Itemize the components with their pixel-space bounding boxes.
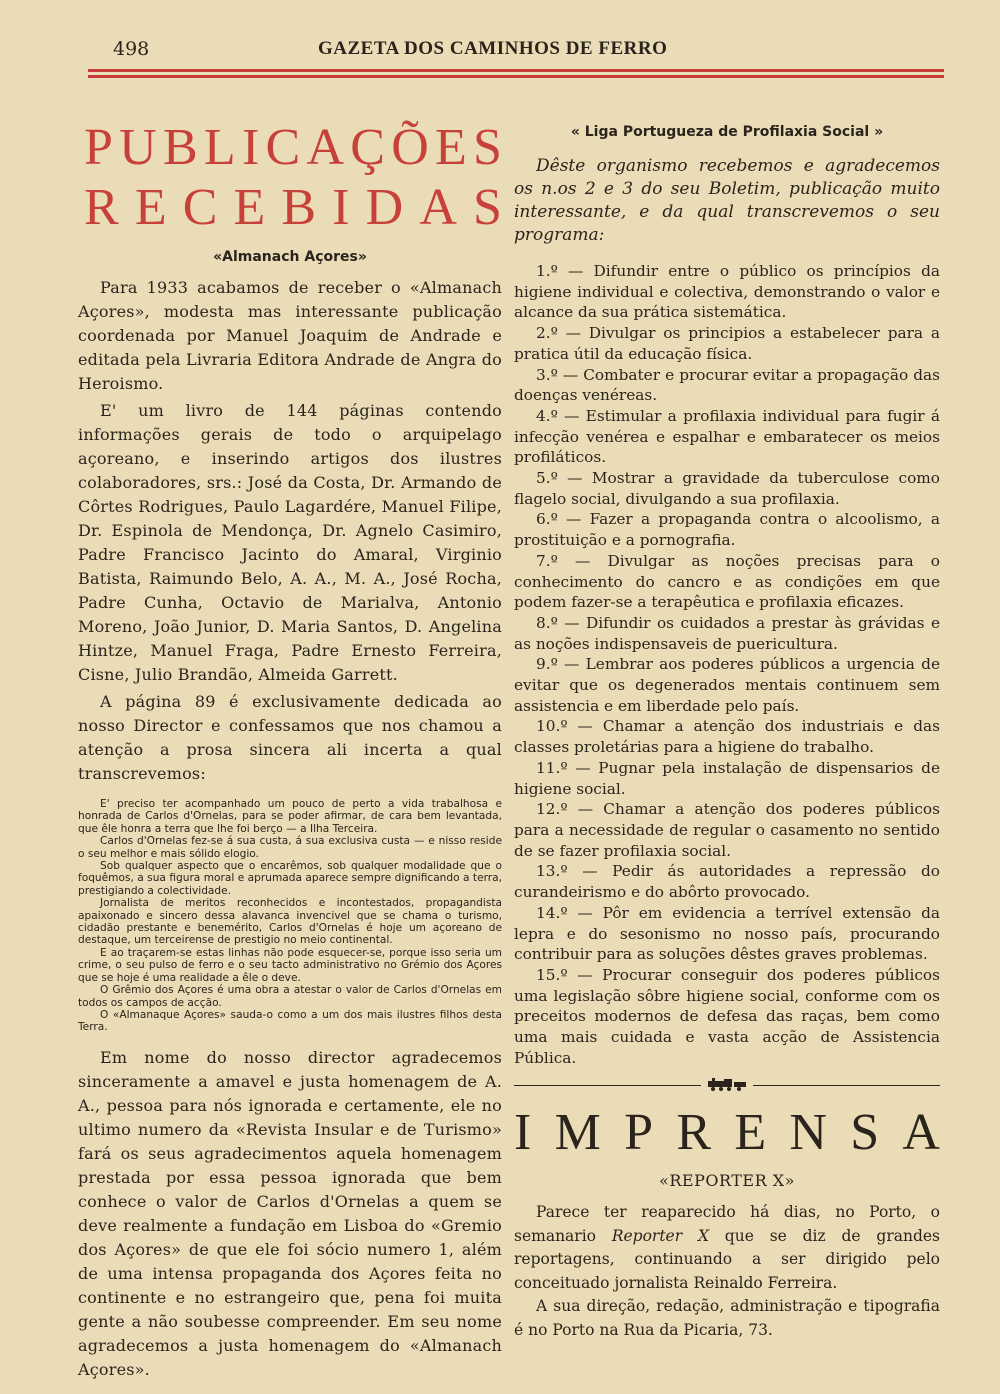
title-letter: Ç — [350, 119, 385, 176]
publication-name: Reporter X — [611, 1226, 709, 1245]
list-item: 8.º — Difundir os cuidados a prestar às grávidas e as noções indispensaveis de puericultura. — [514, 613, 940, 653]
quote-paragraph: E' preciso ter acompanhado um pouco de perto a vida trabalhosa e honrada de Carlos d'Ornelas, para se poder afirmar, de cara bem levantada, que êle honra a terra que lhe foi berço — a Ilha Terceira. — [78, 798, 502, 835]
imprensa-body — [514, 1201, 940, 1342]
title-letter: B — [162, 119, 198, 176]
list-item: 4.º — Estimular a profilaxia individual para fugir á infecção venérea e espalhar e embaratecer os meios profiláticos. — [514, 406, 940, 467]
title-letter: A — [419, 179, 457, 236]
title-letter: E — [134, 179, 167, 236]
title-letter: R — [84, 179, 119, 236]
running-header: GAZETA DOS CAMINHOS DE FERRO — [318, 38, 668, 59]
list-item: 3.º — Combater e procurar evitar a propagação das doenças venéreas. — [514, 365, 940, 405]
title-letter: P — [624, 1104, 654, 1162]
divider — [514, 1076, 940, 1095]
quote-paragraph: O «Almanaque Açores» sauda-o como a um dos mais ilustres filhos desta Terra. — [78, 1008, 502, 1034]
title-letter: I — [514, 1104, 532, 1162]
divider-line — [753, 1085, 940, 1086]
header-rule — [88, 75, 944, 78]
title-letter: L — [203, 119, 236, 176]
paragraph: Para 1933 acabamos de receber o «Almanach Açores», modesta mas interessante publicação coordenada por Manuel Joaquim de Andrade e editada pela Livraria Editora Andrade de Angra do Heroismo. — [78, 278, 502, 393]
title-letter: S — [473, 179, 502, 236]
title-letter: D — [365, 179, 404, 236]
title-letter: C — [182, 179, 218, 236]
text: que se diz de grandes reportagens, continuando a ser dirigido pelo conceituado jornalista Reinaldo Ferreira. — [514, 1226, 941, 1292]
paragraph: A sua direção, redação, administração e tipografia é no Porto na Rua da Picaria, 73. — [514, 1297, 940, 1339]
list-item: 2.º — Divulgar os principios a estabelecer para a pratica útil da educação física. — [514, 324, 940, 363]
quote-paragraph: O Grêmio dos Açores é uma obra a atestar o valor de Carlos d'Ornelas em todos os campos de acção. — [78, 984, 502, 1009]
list-item: 11.º — Pugnar pela instalação de dispensarios de higiene social. — [514, 758, 940, 798]
section-title — [84, 120, 502, 176]
section-title — [514, 1105, 940, 1161]
title-letter: M — [554, 1104, 601, 1162]
page-number: 498 — [113, 38, 150, 60]
article-body — [78, 276, 502, 786]
quote-paragraph: E ao traçarem-se estas linhas não pode esquecer-se, porque isso seria um crime, o seu pulso de ferro e o seu tacto administrativo no Grémio dos Açores que se hoje é uma realidade a êle o deve. — [78, 946, 502, 984]
title-letter: I — [241, 119, 260, 176]
list-item: 7.º — Divulgar as noções precisas para o conhecimento do cancro e as condições em que podem fazer-se a terapêutica e profilaxia eficazes. — [514, 551, 940, 612]
paragraph — [514, 1201, 940, 1295]
title-letter: E — [435, 119, 467, 176]
list-item: 12.º — Chamar a atenção dos poderes públicos para a necessidade de regular o casamento no sentido de se fazer profilaxia social. — [514, 800, 940, 860]
title-letter: N — [789, 1104, 827, 1162]
article-closing — [78, 1046, 502, 1382]
paragraph: E' um livro de 144 páginas contendo informações gerais de todo o arquipelago açoreano, e inserindo artigos dos ilustres colaboradores, srs.: José da Costa, Dr. Armando de Côrtes Rodrigues, Paulo Lagardére, Manuel Filipe, Dr. Espinola de Mendonça, Dr. Agnelo Casimiro, Padre Francisco Jacinto do Amaral, Virginio Batista, Raimundo Belo, A. A., M. A., José Rocha, Padre Cunha, Octavio de Marialva, Antonio Moreno, João Junior, D. Maria Santos, D. Angelina Hintze, Manuel Fraga, Padre Ernesto Ferreira, Cisne, Julio Brandão, Almeida Garrett. — [78, 401, 502, 684]
paragraph: Em nome do nosso director agradecemos sinceramente a amavel e justa homenagem de A. A., pessoa para nós ignorada e certamente, ele no ultimo numero da «Revista Insular e de Turismo» fará os seus agradecimentos aquela homenagem prestada por essa pessoa ignorada que bem conhece o valor de Carlos d'Ornelas a quem se deve realmente a fundação em Lisboa do «Gremio dos Açores» de que ele foi sócio numero 1, além de uma intensa propaganda dos Açores feita no continente e no estrangeiro que, pena foi muita gente a não soubesse compreender. Em seu nome agradecemos a justa homenagem do «Almanach Açores». — [78, 1047, 502, 1379]
title-letter: R — [676, 1104, 712, 1162]
title-letter: Õ — [391, 119, 429, 176]
quote-paragraph: Sob qualquer aspecto que o encarêmos, sob qualquer modalidade que o foquêmos, a sua figura moral e aprumada aparece sempre dignificando a terra, prestigiando a colectividade. — [78, 860, 502, 897]
article-subtitle: «Almanach Açores» — [213, 249, 367, 265]
title-letter: S — [473, 119, 502, 176]
header-rule — [88, 69, 944, 72]
paragraph: Dêste organismo recebemos e agradecemos os n.os 2 e 3 do seu Boletim, publicação muito interessante, e da qual transcrevemos o seu programa: — [514, 156, 940, 245]
section-title — [84, 180, 502, 236]
right-column — [514, 123, 940, 1342]
train-icon — [706, 1076, 748, 1095]
title-letter: A — [306, 119, 345, 176]
list-item: 6.º — Fazer a propaganda contra o alcoolismo, a prostituição e a pornografia. — [514, 510, 940, 550]
list-item: 10.º — Chamar a atenção dos industriais e das classes proletárias para a higiene do trabalho. — [514, 717, 940, 757]
title-letter: P — [84, 119, 113, 176]
title-letter: B — [281, 179, 317, 236]
article-intro — [514, 155, 940, 247]
article-subtitle: «REPORTER X» — [659, 1171, 795, 1191]
list-item: 13.º — Pedir ás autoridades a repressão do curandeirismo e do abôrto provocado. — [514, 862, 940, 902]
paragraph: A página 89 é exclusivamente dedicada ao nosso Director e confessamos que nos chamou a atenção a prosa sincera ali incerta a qual transcrevemos: — [78, 692, 502, 783]
list-item: 5.º — Mostrar a gravidade da tuberculose como flagelo social, divulgando a sua profilaxia. — [514, 469, 940, 508]
title-letter: U — [119, 119, 157, 176]
list-item: 1.º — Difundir entre o público os princípios da higiene individual e colectiva, demonstrando o valor e alcance da sua prática sistemática. — [514, 262, 940, 322]
title-letter: S — [850, 1104, 880, 1162]
divider-line — [514, 1085, 701, 1086]
program-list — [514, 261, 940, 1068]
title-letter: I — [332, 179, 350, 236]
title-letter: C — [265, 119, 301, 176]
quoted-text — [78, 798, 502, 1034]
title-letter: A — [902, 1104, 940, 1162]
title-letter: E — [233, 179, 266, 236]
list-item: 15.º — Procurar conseguir dos poderes públicos uma legislação sôbre higiene social, conforme com os preceitos modernos de defesa das raças, bem como uma mais cuidada e vasta acção de Assistencia Pública. — [514, 965, 940, 1067]
quote-paragraph: Jornalista de meritos reconhecidos e incontestados, propagandista apaixonado e sincero dessa alavanca invencivel que se chama o turismo, cidadão prestante e benemérito, Carlos d'Ornelas é hoje um açoreano de destaque, um terceirense de prestigio no meio continental. — [78, 897, 502, 947]
quote-paragraph: Carlos d'Ornelas fez-se á sua custa, á sua exclusiva custa — e nisso reside o seu melhor e mais sólido elogio. — [78, 835, 502, 860]
list-item: 14.º — Pôr em evidencia a terrível extensão da lepra e do sesonismo no nosso país, procurando contribuir para as soluções dêstes graves problemas. — [514, 903, 940, 964]
article-subtitle: « Liga Portugueza de Profilaxia Social » — [570, 124, 884, 140]
title-letter: E — [734, 1104, 767, 1162]
left-column — [78, 120, 502, 1382]
text: Parece ter reaparecido há dias, no Porto, o semanario — [514, 1203, 940, 1245]
list-item: 9.º — Lembrar aos poderes públicos a urgencia de evitar que os degenerados mentais continuem sem assistencia e em liberdade pelo país. — [514, 655, 940, 715]
